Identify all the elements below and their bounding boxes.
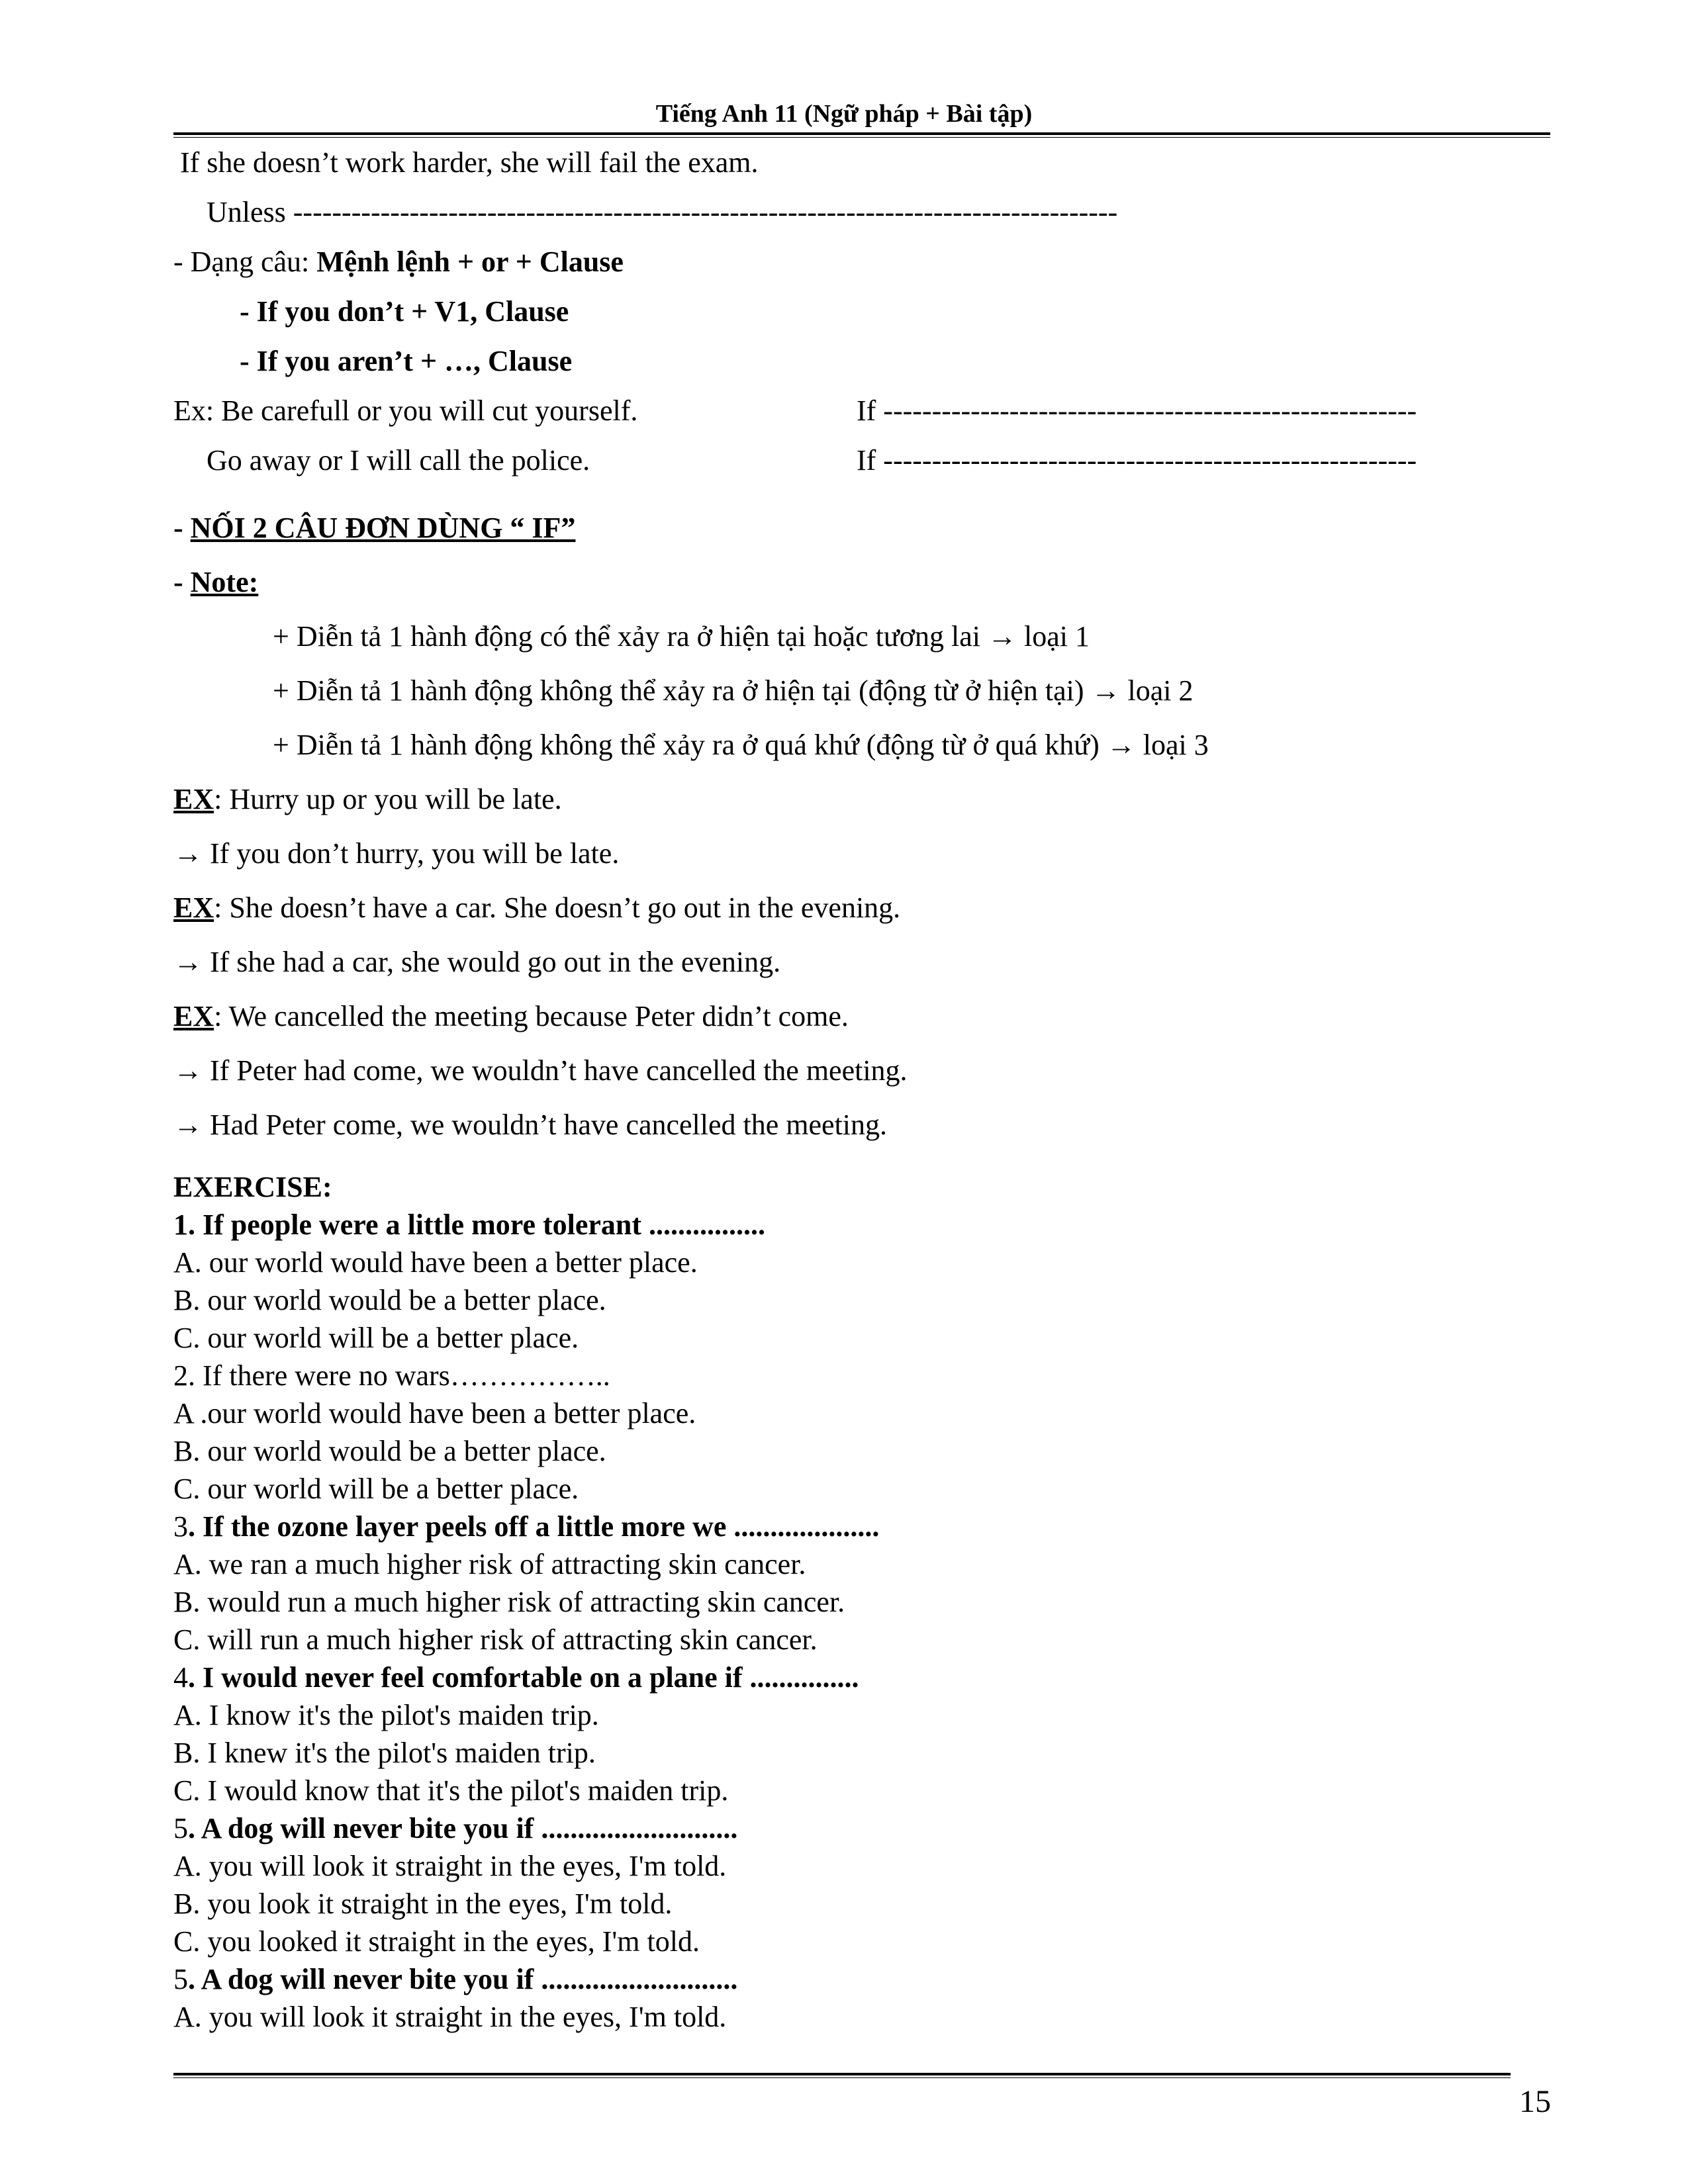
document-body xyxy=(173,138,1530,2036)
example-answer: → Had Peter come, we wouldn’t have cancelled the meeting. xyxy=(173,1109,888,1141)
question-number: 5 xyxy=(173,1963,188,1995)
heading-text: NỐI 2 CÂU ĐƠN DÙNG “ IF” xyxy=(190,512,576,544)
rule-line: - If you don’t + V1, Clause xyxy=(240,295,569,328)
option: B. our world would be a better place. xyxy=(173,1435,606,1467)
question-text: . If the ozone layer peels off a little more we .................... xyxy=(188,1510,880,1543)
option: A .our world would have been a better place. xyxy=(173,1397,696,1430)
option: B. would run a much higher risk of attracting skin cancer. xyxy=(173,1586,845,1618)
form-label: - Dạng câu: xyxy=(173,246,317,278)
note-heading xyxy=(173,555,1530,610)
footer-rule xyxy=(173,2073,1511,2078)
question-number: 5 xyxy=(173,1812,188,1844)
option: B. you look it straight in the eyes, I'm told. xyxy=(173,1888,673,1920)
ex-label: EX xyxy=(173,1000,214,1032)
example-answer: → If she had a car, she would go out in the evening. xyxy=(173,946,781,978)
unless-line: Unless ------------------------------------------------------------------------------------- xyxy=(207,196,1118,228)
question-text: . I would never feel comfortable on a plane if ............... xyxy=(188,1661,859,1694)
option: A. you will look it straight in the eyes, I'm told. xyxy=(173,1850,727,1882)
option: C. will run a much higher risk of attracting skin cancer. xyxy=(173,1623,818,1656)
note-item: + Diễn tả 1 hành động không thể xảy ra ở hiện tại (động từ ở hiện tại) → loại 2 xyxy=(273,674,1194,707)
page-header-title: Tiếng Anh 11 (Ngữ pháp + Bài tập) xyxy=(655,100,1033,128)
option: B. I knew it's the pilot's maiden trip. xyxy=(173,1737,596,1769)
example-line xyxy=(173,772,1530,827)
example-text: Ex: Be carefull or you will cut yourself. xyxy=(173,394,638,427)
exercise-title: EXERCISE: xyxy=(173,1171,332,1203)
option: B. our world would be a better place. xyxy=(173,1284,606,1316)
note-prefix: - xyxy=(173,566,191,598)
option: A. we ran a much higher risk of attracting skin cancer. xyxy=(173,1548,806,1580)
example-answer: → If you don’t hurry, you will be late. xyxy=(173,837,620,870)
heading-prefix: - xyxy=(173,512,191,544)
question-text: . A dog will never bite you if ........................... xyxy=(188,1963,738,1995)
sentence-line: If she doesn’t work harder, she will fail the exam. xyxy=(180,146,759,179)
note-item: + Diễn tả 1 hành động không thể xảy ra ở quá khứ (động từ ở quá khứ) → loại 3 xyxy=(273,729,1209,761)
rule-line: - If you aren’t + …, Clause xyxy=(240,345,573,377)
note-item: + Diễn tả 1 hành động có thể xảy ra ở hiện tại hoặc tương lai → loại 1 xyxy=(273,620,1090,653)
example-answer-blank: If ------------------------------------------------------- xyxy=(857,394,1417,427)
example-text: : We cancelled the meeting because Peter didn’t come. xyxy=(214,1000,849,1032)
option: C. our world will be a better place. xyxy=(173,1322,579,1354)
example-answer-blank: If ------------------------------------------------------- xyxy=(857,444,1417,477)
question-number: 4 xyxy=(173,1661,188,1694)
option: A. I know it's the pilot's maiden trip. xyxy=(173,1699,599,1731)
example-text: Go away or I will call the police. xyxy=(207,444,590,477)
question xyxy=(173,1809,1530,1847)
question xyxy=(173,1659,1530,1696)
page-number: 15 xyxy=(1519,2084,1551,2119)
note-text: Note: xyxy=(190,566,259,598)
spacer xyxy=(173,1152,1530,1168)
spacer xyxy=(173,485,1530,501)
question-number: 3 xyxy=(173,1510,188,1543)
example-text: : Hurry up or you will be late. xyxy=(214,783,562,815)
header-rule xyxy=(173,132,1550,138)
option: C. you looked it straight in the eyes, I'm told. xyxy=(173,1925,700,1958)
section-heading xyxy=(173,501,1530,555)
example-line xyxy=(173,435,1530,485)
form-rule: Mệnh lệnh + or + Clause xyxy=(316,246,624,278)
question: 1. If people were a little more tolerant ................ xyxy=(173,1208,766,1241)
example-line xyxy=(173,386,1530,435)
question xyxy=(173,1960,1530,1998)
form-line xyxy=(173,237,1530,287)
question xyxy=(173,1508,1530,1545)
question: 2. If there were no wars…………….. xyxy=(173,1359,610,1392)
example-line xyxy=(173,881,1530,935)
option: A. you will look it straight in the eyes, I'm told. xyxy=(173,2001,727,2033)
example-text: : She doesn’t have a car. She doesn’t go out in the evening. xyxy=(214,891,901,924)
option: C. I would know that it's the pilot's maiden trip. xyxy=(173,1774,729,1807)
option: C. our world will be a better place. xyxy=(173,1473,579,1505)
example-line xyxy=(173,989,1530,1044)
ex-label: EX xyxy=(173,891,214,924)
option: A. our world would have been a better place. xyxy=(173,1246,698,1279)
ex-label: EX xyxy=(173,783,214,815)
example-answer: → If Peter had come, we wouldn’t have cancelled the meeting. xyxy=(173,1054,908,1087)
question-text: . A dog will never bite you if ........................... xyxy=(188,1812,738,1844)
